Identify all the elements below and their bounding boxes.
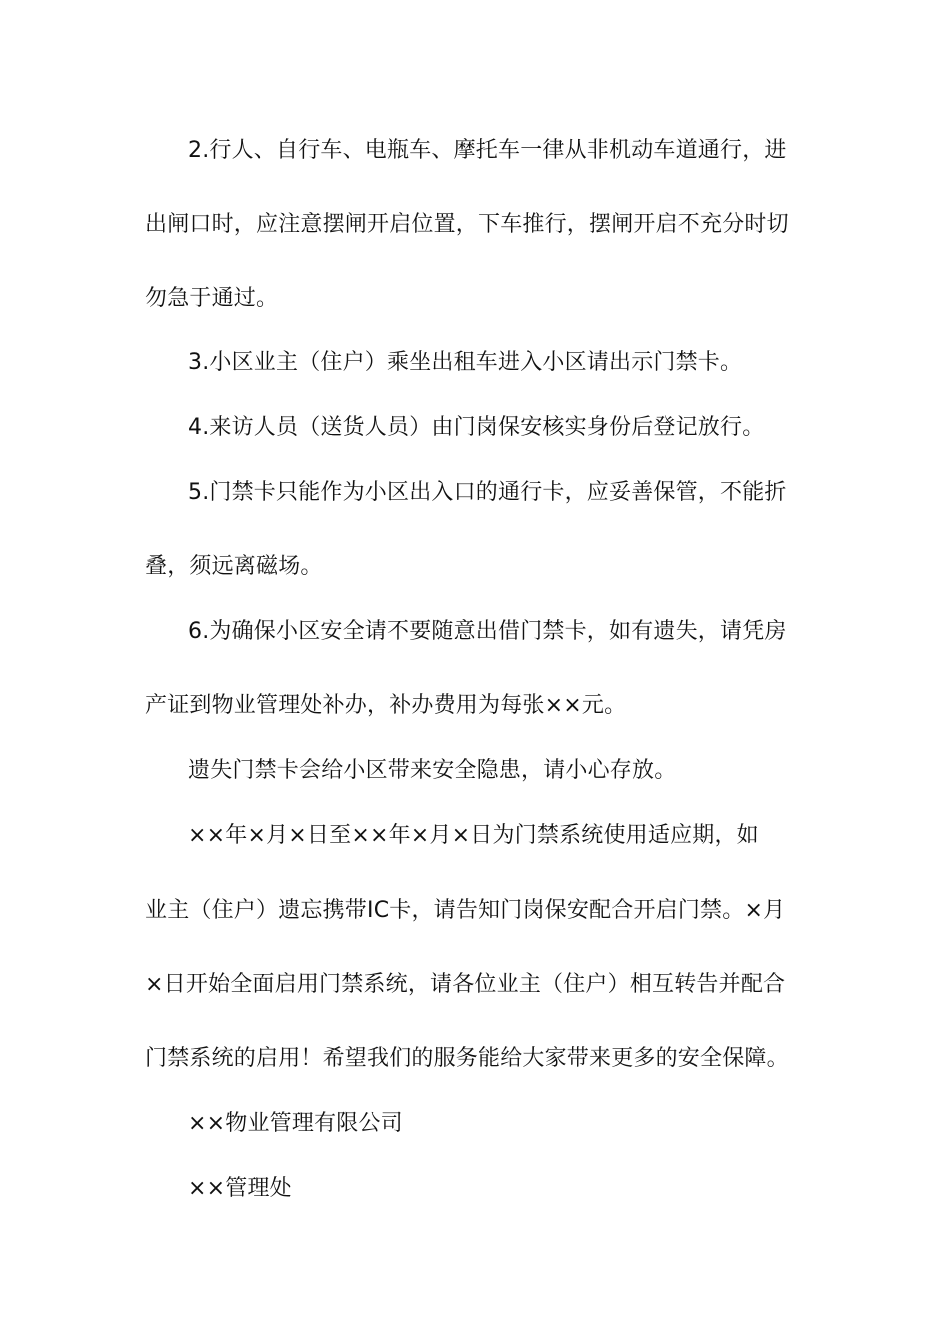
paragraph-line: 4.来访人员（送货人员）由门岗保安核实身份后登记放行。 (188, 415, 765, 440)
paragraph-line: 勿急于通过。 (145, 286, 279, 311)
paragraph-line: 业主（住户）遗忘携带IC卡，请告知门岗保安配合开启门禁。×月 (145, 898, 786, 923)
paragraph-line: 3.小区业主（住户）乘坐出租车进入小区请出示门禁卡。 (188, 350, 743, 375)
signature-office: ××管理处 (188, 1176, 292, 1201)
signature-company: ××物业管理有限公司 (188, 1111, 403, 1136)
paragraph-line: 出闸口时，应注意摆闸开启位置，下车推行，摆闸开启不充分时切 (145, 212, 789, 237)
paragraph-line: 2.行人、自行车、电瓶车、摩托车一律从非机动车道通行，进 (188, 138, 787, 163)
paragraph-line: 产证到物业管理处补办，补办费用为每张××元。 (145, 693, 627, 718)
paragraph-line: 门禁系统的启用！希望我们的服务能给大家带来更多的安全保障。 (145, 1046, 789, 1071)
paragraph-line: 5.门禁卡只能作为小区出入口的通行卡，应妥善保管，不能折 (188, 480, 787, 505)
paragraph-line: 6.为确保小区安全请不要随意出借门禁卡，如有遗失，请凭房 (188, 619, 787, 644)
paragraph-line: 遗失门禁卡会给小区带来安全隐患，请小心存放。 (188, 758, 677, 783)
paragraph-line: ××年×月×日至××年×月×日为门禁系统使用适应期，如 (188, 823, 759, 848)
paragraph-line: ×日开始全面启用门禁系统，请各位业主（住户）相互转告并配合 (145, 972, 786, 997)
paragraph-line: 叠，须远离磁场。 (145, 554, 323, 579)
